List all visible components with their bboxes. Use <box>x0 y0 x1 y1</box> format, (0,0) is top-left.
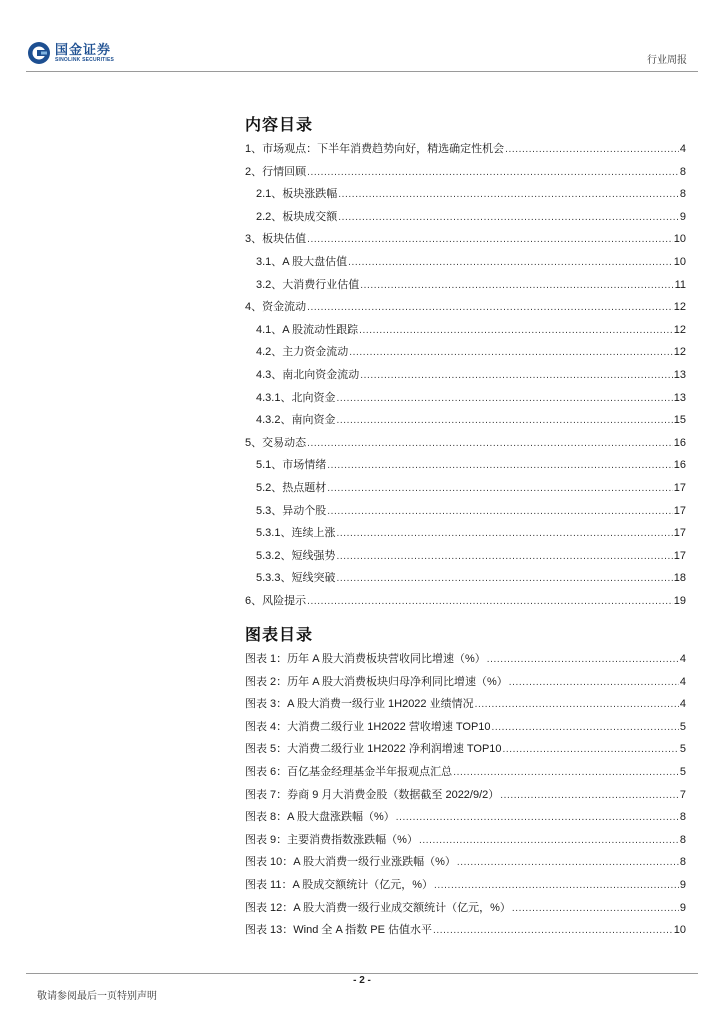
dot-leader <box>509 677 679 688</box>
figure-entry[interactable] <box>245 740 686 763</box>
toc-entry-page: 11 <box>674 278 686 291</box>
toc-entry[interactable] <box>245 276 686 299</box>
toc-entry-label: 1、市场观点：下半年消费趋势向好，精选确定性机会 <box>245 143 505 155</box>
brand-logo <box>27 41 114 65</box>
figure-entry[interactable] <box>245 763 686 786</box>
toc-entry[interactable] <box>245 366 686 389</box>
toc-entry-label: 5、交易动态 <box>245 436 307 449</box>
toc-entry[interactable] <box>245 411 686 434</box>
list-of-figures <box>245 650 686 944</box>
dot-leader <box>359 325 673 336</box>
sinolink-logo-icon <box>27 41 51 65</box>
toc-entry-page: 16 <box>673 436 686 449</box>
toc-entry[interactable] <box>245 547 686 570</box>
toc-entry[interactable] <box>245 592 686 615</box>
dot-leader <box>492 722 679 733</box>
header-divider <box>26 71 698 72</box>
toc-entry-page: 10 <box>673 255 686 268</box>
figure-entry-page: 8 <box>679 833 686 846</box>
figure-entry-page: 5 <box>679 720 686 733</box>
toc-entry[interactable] <box>245 321 686 344</box>
figure-entry-page: 5 <box>679 743 686 756</box>
figure-entry[interactable] <box>245 831 686 854</box>
toc-entry[interactable] <box>245 434 686 457</box>
toc-entry[interactable] <box>245 140 686 163</box>
figure-entry[interactable] <box>245 786 686 809</box>
toc-entry-page: 4 <box>679 143 686 155</box>
toc-entry-page: 12 <box>673 346 686 359</box>
toc-entry[interactable] <box>245 389 686 412</box>
figure-entry-page: 8 <box>679 856 686 869</box>
figure-entry-label: 图表 2：历年 A 股大消费板块归母净利同比增速（%） <box>245 675 508 688</box>
toc-entry-page: 18 <box>673 572 686 585</box>
figure-entry-label: 图表 3：A 股大消费一级行业 1H2022 业绩情况 <box>245 698 474 711</box>
toc-entry-label: 4.3.2、南向资金 <box>256 414 336 427</box>
toc-entry-label: 4.3、南北向资金流动 <box>256 368 360 381</box>
dot-leader <box>338 189 679 200</box>
dot-leader <box>336 393 672 404</box>
figure-entry-page: 10 <box>673 924 686 937</box>
toc-entry-page: 8 <box>679 188 686 201</box>
dot-leader <box>487 654 679 665</box>
dot-leader <box>336 551 672 562</box>
toc-entry-page: 17 <box>673 527 686 540</box>
dot-leader <box>500 790 679 801</box>
figure-entry-page: 7 <box>679 788 686 801</box>
figure-entry-label: 图表 10：A 股大消费一级行业涨跌幅（%） <box>245 856 456 869</box>
dot-leader <box>307 596 673 607</box>
toc-entry-page: 8 <box>679 165 686 178</box>
toc-entry-page: 9 <box>679 210 686 223</box>
toc-entry-page: 19 <box>673 594 686 607</box>
toc-entry-label: 5.1、市场情绪 <box>256 459 327 472</box>
figure-entry-label: 图表 4：大消费二级行业 1H2022 营收增速 TOP10 <box>245 720 491 733</box>
toc-entry-page: 13 <box>673 391 686 404</box>
toc-entry-page: 12 <box>673 323 686 336</box>
figure-entry-page: 8 <box>679 811 686 824</box>
figure-entry-page: 9 <box>679 878 686 891</box>
toc-entry[interactable] <box>245 185 686 208</box>
figure-entry[interactable] <box>245 876 686 899</box>
toc-entry-label: 5.3.3、短线突破 <box>256 572 336 585</box>
dot-leader <box>348 257 673 268</box>
toc-entry[interactable] <box>245 479 686 502</box>
toc-entry-page: 17 <box>673 549 686 562</box>
toc-entry-page: 15 <box>673 414 686 427</box>
figure-entry[interactable] <box>245 808 686 831</box>
dot-leader <box>336 415 672 426</box>
dot-leader <box>433 925 673 936</box>
report-type: 行业周报 <box>647 55 687 66</box>
dot-leader <box>453 767 679 778</box>
dot-leader <box>327 506 672 517</box>
toc-entry-label: 2、行情回顾 <box>245 165 307 178</box>
figure-entry[interactable] <box>245 650 686 673</box>
toc-entry[interactable] <box>245 298 686 321</box>
toc-entry[interactable] <box>245 163 686 186</box>
toc-entry-label: 6、风险提示 <box>245 594 307 607</box>
footer-divider <box>26 973 698 974</box>
toc-entry[interactable] <box>245 253 686 276</box>
toc-entry[interactable] <box>245 502 686 525</box>
dot-leader <box>512 903 679 914</box>
dot-leader <box>360 280 673 291</box>
toc-entry-label: 5.3、异动个股 <box>256 504 327 517</box>
toc-entry-label: 4.3.1、北向资金 <box>256 391 336 404</box>
dot-leader <box>505 144 679 155</box>
toc-entry-label: 2.2、板块成交额 <box>256 210 338 223</box>
toc-entry-label: 3.2、大消费行业估值 <box>256 278 360 291</box>
toc-entry[interactable] <box>245 524 686 547</box>
figure-entry[interactable] <box>245 853 686 876</box>
dot-leader <box>336 573 672 584</box>
figure-entry-page: 9 <box>679 901 686 914</box>
dot-leader <box>475 699 679 710</box>
toc-entry[interactable] <box>245 456 686 479</box>
toc-entry[interactable] <box>245 343 686 366</box>
dot-leader <box>419 835 679 846</box>
toc-entry-page: 17 <box>673 481 686 494</box>
figure-entry-page: 4 <box>679 653 686 665</box>
toc-entry-label: 4.2、主力资金流动 <box>256 346 349 359</box>
dot-leader <box>360 370 672 381</box>
dot-leader <box>338 212 679 223</box>
figure-entry[interactable] <box>245 718 686 741</box>
dot-leader <box>336 528 672 539</box>
toc-entry-page: 13 <box>673 368 686 381</box>
toc-entry-label: 2.1、板块涨跌幅 <box>256 188 338 201</box>
figure-entry[interactable] <box>245 673 686 696</box>
toc-entry[interactable] <box>245 208 686 231</box>
brand-name-en: SINOLINK SECURITIES <box>55 57 115 63</box>
toc-entry-label: 5.3.1、连续上涨 <box>256 527 336 540</box>
toc-entry-page: 16 <box>673 459 686 472</box>
dot-leader <box>327 460 672 471</box>
table-of-contents <box>245 140 686 614</box>
figure-entry-label: 图表 11：A 股成交额统计（亿元，%） <box>245 878 434 891</box>
figures-title: 图表目录 <box>245 627 314 644</box>
figure-entry-page: 5 <box>679 765 686 778</box>
dot-leader <box>307 438 673 449</box>
toc-entry-label: 4.1、A 股流动性跟踪 <box>256 323 359 336</box>
disclaimer-note: 敬请参阅最后一页特别声明 <box>37 991 157 1002</box>
figure-entry-label: 图表 6：百亿基金经理基金半年报观点汇总 <box>245 765 453 778</box>
toc-entry-label: 3.1、A 股大盘估值 <box>256 255 348 268</box>
dot-leader <box>434 880 679 891</box>
dot-leader <box>503 744 679 755</box>
toc-entry-label: 5.3.2、短线强势 <box>256 549 336 562</box>
figure-entry[interactable] <box>245 899 686 922</box>
dot-leader <box>307 167 679 178</box>
figure-entry[interactable] <box>245 695 686 718</box>
figure-entry-page: 4 <box>679 698 686 711</box>
toc-entry-page: 12 <box>673 301 686 314</box>
figure-entry[interactable] <box>245 921 686 944</box>
figure-entry-page: 4 <box>679 675 686 688</box>
figure-entry-label: 图表 7：券商 9 月大消费金股（数据截至 2022/9/2） <box>245 788 500 801</box>
figure-entry-label: 图表 12：A 股大消费一级行业成交额统计（亿元，%） <box>245 901 511 914</box>
figure-entry-label: 图表 1：历年 A 股大消费板块营收同比增速（%） <box>245 653 486 665</box>
toc-entry-label: 4、资金流动 <box>245 301 307 314</box>
dot-leader <box>327 483 672 494</box>
toc-entry-label: 3、板块估值 <box>245 233 307 246</box>
figure-entry-label: 图表 13：Wind 全 A 指数 PE 估值水平 <box>245 924 433 937</box>
toc-entry-page: 17 <box>673 504 686 517</box>
figure-entry-label: 图表 5：大消费二级行业 1H2022 净利润增速 TOP10 <box>245 743 502 756</box>
dot-leader <box>307 234 673 245</box>
dot-leader <box>457 857 679 868</box>
figure-entry-label: 图表 8：A 股大盘涨跌幅（%） <box>245 811 395 824</box>
toc-entry[interactable] <box>245 230 686 253</box>
toc-title: 内容目录 <box>245 117 314 134</box>
figure-entry-label: 图表 9：主要消费指数涨跌幅（%） <box>245 833 418 846</box>
brand-name-cn: 国金证券 <box>55 42 112 57</box>
toc-entry-page: 10 <box>673 233 686 246</box>
dot-leader <box>396 812 679 823</box>
dot-leader <box>307 302 673 313</box>
page-number: - 2 - <box>353 975 371 986</box>
toc-entry-label: 5.2、热点题材 <box>256 481 327 494</box>
toc-entry[interactable] <box>245 569 686 592</box>
dot-leader <box>349 347 672 358</box>
page-header <box>0 0 724 80</box>
